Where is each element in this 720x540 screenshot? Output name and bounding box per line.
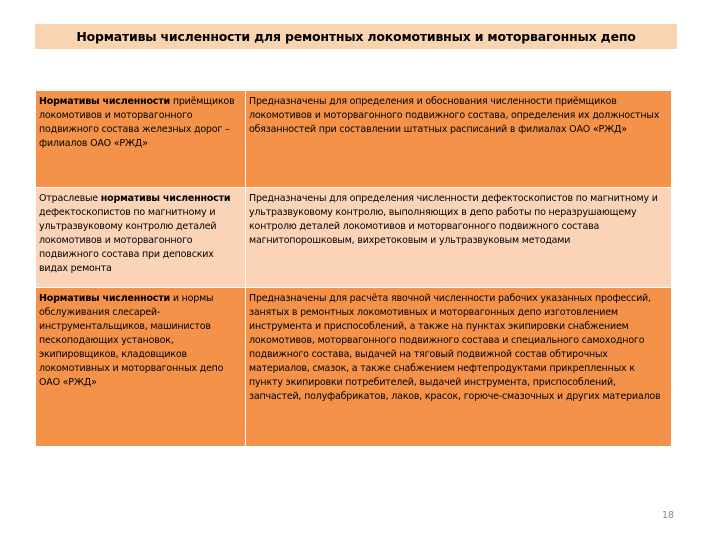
table-row bbox=[36, 288, 672, 447]
norm-name-text: и нормы обслуживания слесарей-инструментальщиков, машинистов пескоподающих установок, экипировщиков, кладовщиков локомотивных и моторвагонных депо ОАО «РЖД» bbox=[39, 293, 224, 388]
norm-purpose-cell: Предназначены для расчёта явочной численности рабочих указанных профессий, занятых в ремонтных локомотивных и моторвагонных депо изготовлением инструмента и приспособлений, а также на пунктах экипировки снабжением локомотивов, моторвагонного подвижного состава и специального самоходного подвижного состава, выдачей на тяговый подвижной состав обтирочных материалов, смазок, а также снабжением нефтепродуктами прикрепленных к пункту экипировки потребителей, выдачей инструмента, приспособлений, запчастей, полуфабрикатов, лаков, красок, горюче-смазочных и других материалов bbox=[246, 288, 672, 447]
slide-title: Нормативы численности для ремонтных локомотивных и моторвагонных депо bbox=[76, 29, 636, 44]
norm-name-text: приёмщиков локомотивов и моторвагонного подвижного состава железных дорог – филиалов ОАО «РЖД» bbox=[39, 96, 235, 149]
norm-name-bold: Нормативы численности bbox=[39, 293, 170, 304]
norm-name-bold: нормативы численности bbox=[100, 193, 231, 204]
table-row bbox=[36, 188, 672, 288]
page-number: 18 bbox=[662, 510, 675, 521]
norm-name-prefix: Отраслевые bbox=[39, 193, 101, 204]
slide-title-bar bbox=[35, 24, 677, 49]
norm-name-cell bbox=[36, 288, 246, 447]
norm-name-text: дефектоскопистов по магнитному и ультразвуковому контролю деталей локомотивов и моторвагонного подвижного состава при деповских видах ремонта bbox=[39, 207, 217, 274]
norm-purpose-cell: Предназначены для определения и обоснования численности приёмщиков локомотивов и моторвагонного подвижного состава, определения их должностных обязанностей при составлении штатных расписаний в филиалах ОАО «РЖД» bbox=[246, 91, 672, 188]
norm-name-cell bbox=[36, 188, 246, 288]
table-row bbox=[36, 91, 672, 188]
norm-purpose-cell: Предназначены для определения численности дефектоскопистов по магнитному и ультразвуковому контролю, выполняющих в депо работы по неразрушающему контролю деталей локомотивов и моторвагонного подвижного состава магнитопорошковым, вихретоковым и ультразвуковым методами bbox=[246, 188, 672, 288]
norm-name-bold: Нормативы численности bbox=[39, 96, 170, 107]
norms-table bbox=[35, 90, 672, 447]
norm-name-cell bbox=[36, 91, 246, 188]
